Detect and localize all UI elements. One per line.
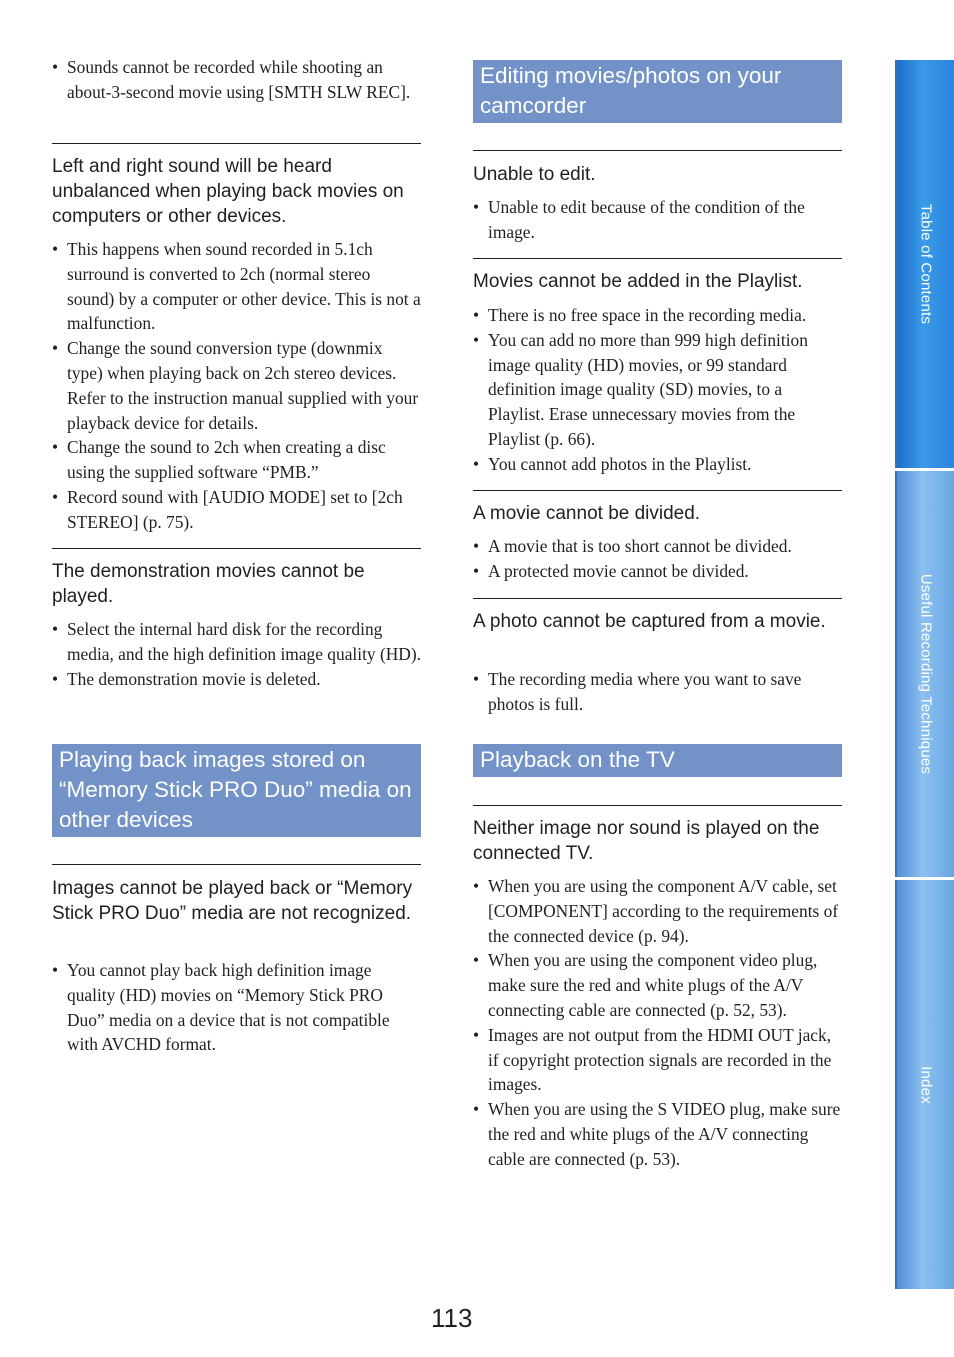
- tab-label: Table of Contents: [917, 203, 934, 325]
- divider: [473, 490, 842, 491]
- answer-list: [473, 303, 842, 477]
- question-heading: Unable to edit.: [473, 164, 596, 185]
- tab-label: Useful Recording Techniques: [917, 573, 934, 775]
- divider: [473, 598, 842, 599]
- divider: [52, 548, 421, 549]
- divider: [473, 805, 842, 806]
- answer-list: [52, 617, 421, 691]
- bullet-item: • Record sound with [AUDIO MODE] set to [2ch STEREO] (p. 75).: [52, 485, 421, 535]
- divider: [473, 150, 842, 151]
- answer-list: [52, 958, 421, 1057]
- bullet-item: • The demonstration movie is deleted.: [52, 667, 421, 692]
- bullet-item: • When you are using the S VIDEO plug, make sure the red and white plugs of the A/V connecting cable are connected (p. 53).: [473, 1097, 842, 1171]
- top-bullet-list: [52, 55, 421, 105]
- tab-index[interactable]: [895, 880, 954, 1289]
- page-number: 113: [431, 1303, 473, 1333]
- divider: [52, 143, 421, 144]
- bullet-item: • Change the sound to 2ch when creating a disc using the supplied software “PMB.”: [52, 435, 421, 485]
- bullet-item: • Images are not output from the HDMI OUT jack, if copyright protection signals are recorded in the images.: [473, 1023, 842, 1097]
- question-heading: The demonstration movies cannot be played.: [52, 561, 365, 607]
- bullet-item: • This happens when sound recorded in 5.1ch surround is converted to 2ch (normal stereo sound) by a computer or other device. This is not a malfunction.: [52, 237, 421, 336]
- question-heading: A movie cannot be divided.: [473, 503, 701, 524]
- bullet-item: • There is no free space in the recording media.: [473, 303, 842, 328]
- answer-list: [473, 667, 842, 717]
- divider: [52, 864, 421, 865]
- answer-list: [52, 237, 421, 535]
- bullet-item: • When you are using the component video plug, make sure the red and white plugs of the A/V connecting cable are connected (p. 52, 53).: [473, 948, 842, 1022]
- divider: [473, 258, 842, 259]
- section-heading-band: Editing movies/photos on your camcorder: [473, 60, 842, 123]
- bullet-item: • You cannot add photos in the Playlist.: [473, 452, 842, 477]
- question-heading: Images cannot be played back or “Memory Stick PRO Duo” media are not recognized.: [52, 878, 413, 924]
- bullet-item: • You cannot play back high definition image quality (HD) movies on “Memory Stick PRO Duo” media on a device that is not compatible with AVCHD format.: [52, 958, 421, 1057]
- answer-list: [473, 195, 842, 245]
- bullet-item: • A protected movie cannot be divided.: [473, 559, 842, 584]
- tab-table-of-contents[interactable]: [895, 60, 954, 468]
- question-heading: Left and right sound will be heard unbalanced when playing back movies on computers or other devices.: [52, 156, 404, 227]
- bullet-item: • Change the sound conversion type (downmix type) when playing back on 2ch stereo devices. Refer to the instruction manual supplied with your playback device for details.: [52, 336, 421, 435]
- section-heading-band: Playing back images stored on “Memory Stick PRO Duo” media on other devices: [52, 744, 421, 837]
- bullet-item: • When you are using the component A/V cable, set [COMPONENT] according to the requirements of the connected device (p. 94).: [473, 874, 842, 948]
- question-heading: A photo cannot be captured from a movie.: [473, 611, 826, 632]
- section-heading-band: Playback on the TV: [473, 744, 842, 777]
- question-heading: Neither image nor sound is played on the connected TV.: [473, 818, 820, 864]
- answer-list: [473, 874, 842, 1172]
- bullet-item: • Unable to edit because of the condition of the image.: [473, 195, 842, 245]
- answer-list: [473, 534, 842, 584]
- bullet-item: • The recording media where you want to save photos is full.: [473, 667, 842, 717]
- tab-label: Index: [917, 1065, 934, 1104]
- tab-useful-recording-techniques[interactable]: [895, 471, 954, 877]
- bullet-item: • Select the internal hard disk for the recording media, and the high definition image quality (HD).: [52, 617, 421, 667]
- question-heading: Movies cannot be added in the Playlist.: [473, 271, 803, 292]
- bullet-item: • A movie that is too short cannot be divided.: [473, 534, 842, 559]
- bullet-item: • You can add no more than 999 high definition image quality (HD) movies, or 99 standard definition image quality (SD) movies, to a Playlist. Erase unnecessary movies from the Playlist (p. 66).: [473, 328, 842, 452]
- bullet-item: • Sounds cannot be recorded while shooting an about-3-second movie using [SMTH SLW REC].: [52, 55, 421, 105]
